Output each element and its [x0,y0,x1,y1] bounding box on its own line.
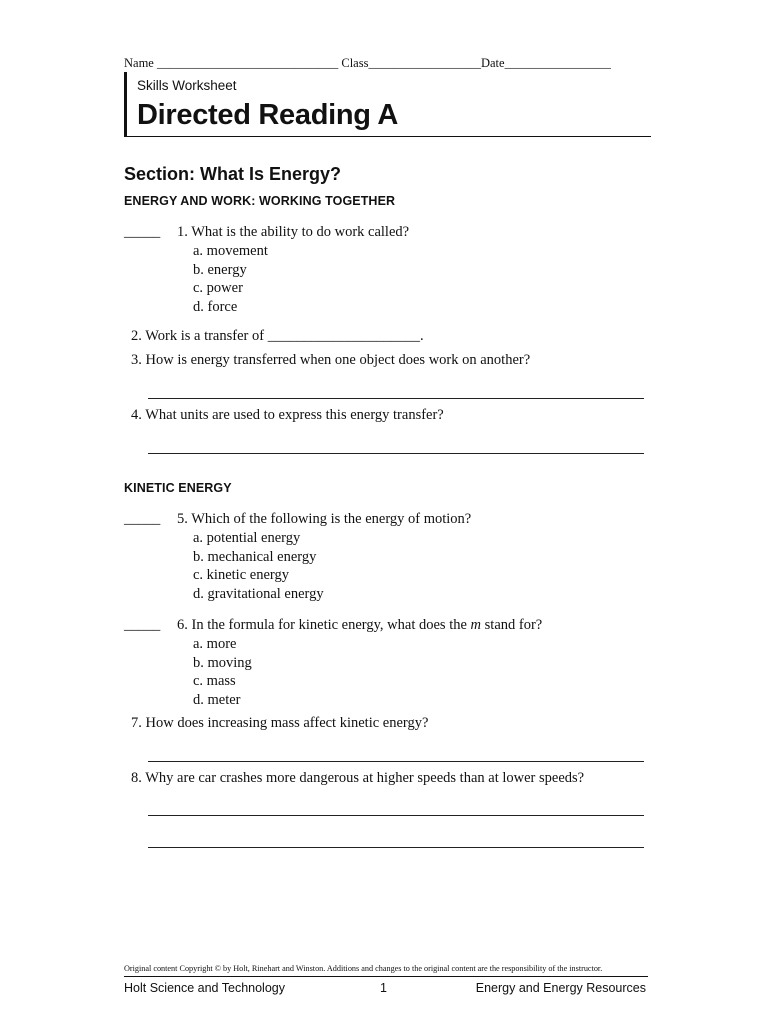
subhead-energy-work: ENERGY AND WORK: WORKING TOGETHER [124,194,396,208]
page-title: Directed Reading A [137,99,399,131]
date-label: Date [480,56,505,70]
q6-option-b: b. moving [193,654,252,671]
q2-text [131,328,424,345]
q6-options [193,635,252,709]
q4-answer-line[interactable] [148,453,644,454]
name-field[interactable]: _____________________________ [156,56,339,70]
q1-option-b: b. energy [193,261,247,278]
q6-mass-symbol: m [470,617,482,633]
class-label: Class [341,56,369,70]
footer-book-title: Holt Science and Technology [124,981,285,995]
q5-option-a: a. potential energy [193,530,301,546]
q1-text: 1. What is the ability to do work called? [177,224,410,240]
q7-text: 7. How does increasing mass affect kinetic energy? [131,715,429,731]
q1-answer-blank[interactable]: _____ [124,224,161,240]
q5-option-d: d. gravitational energy [193,585,324,602]
student-info-line [124,56,611,71]
q5-text: 5. Which of the following is the energy of motion? [177,511,472,527]
q5-option-b: b. mechanical energy [193,548,317,565]
q3-text: 3. How is energy transferred when one object does work on another? [131,352,531,368]
q6-option-c: c. mass [193,673,236,689]
q8-text: 8. Why are car crashes more dangerous at higher speeds than at lower speeds? [131,770,585,786]
footer-chapter-title: Energy and Energy Resources [475,981,646,995]
copyright-notice: Original content Copyright © by Holt, Rinehart and Winston. Additions and changes to the original content are the responsibility of the instructor. [124,964,648,977]
q1-option-a: a. movement [193,243,268,259]
page-number: 1 [380,981,387,995]
q6-option-a: a. more [193,636,237,652]
q6-text-before: 6. In the formula for kinetic energy, what does the [177,617,471,633]
q6-text [177,617,542,634]
q8-answer-line-1[interactable] [148,815,644,816]
title-block [124,72,651,137]
q7-answer-line[interactable] [148,761,644,762]
q5-answer-blank[interactable]: _____ [124,511,161,527]
section-title: Section: What Is Energy? [124,164,342,184]
q6-text-after: stand for? [481,617,543,633]
q1-option-d: d. force [193,298,238,315]
q6-answer-blank[interactable]: _____ [124,617,161,633]
q2-text-after: . [419,328,424,344]
date-field[interactable]: _________________ [504,56,611,70]
class-field[interactable]: __________________ [368,56,481,70]
worksheet-type: Skills Worksheet [137,78,237,93]
q4-text: 4. What units are used to express this energy transfer? [131,407,444,423]
q1-option-c: c. power [193,280,243,296]
name-label: Name [124,56,154,70]
q5-options [193,529,324,603]
subhead-kinetic-energy: KINETIC ENERGY [124,481,232,495]
q6-option-d: d. meter [193,691,241,708]
q5-option-c: c. kinetic energy [193,567,289,583]
q1-options [193,242,268,316]
q2-text-before: 2. Work is a transfer of [131,328,268,344]
q2-answer-blank[interactable]: _____________________ [267,328,420,344]
q8-answer-line-2[interactable] [148,847,644,848]
q3-answer-line[interactable] [148,398,644,399]
